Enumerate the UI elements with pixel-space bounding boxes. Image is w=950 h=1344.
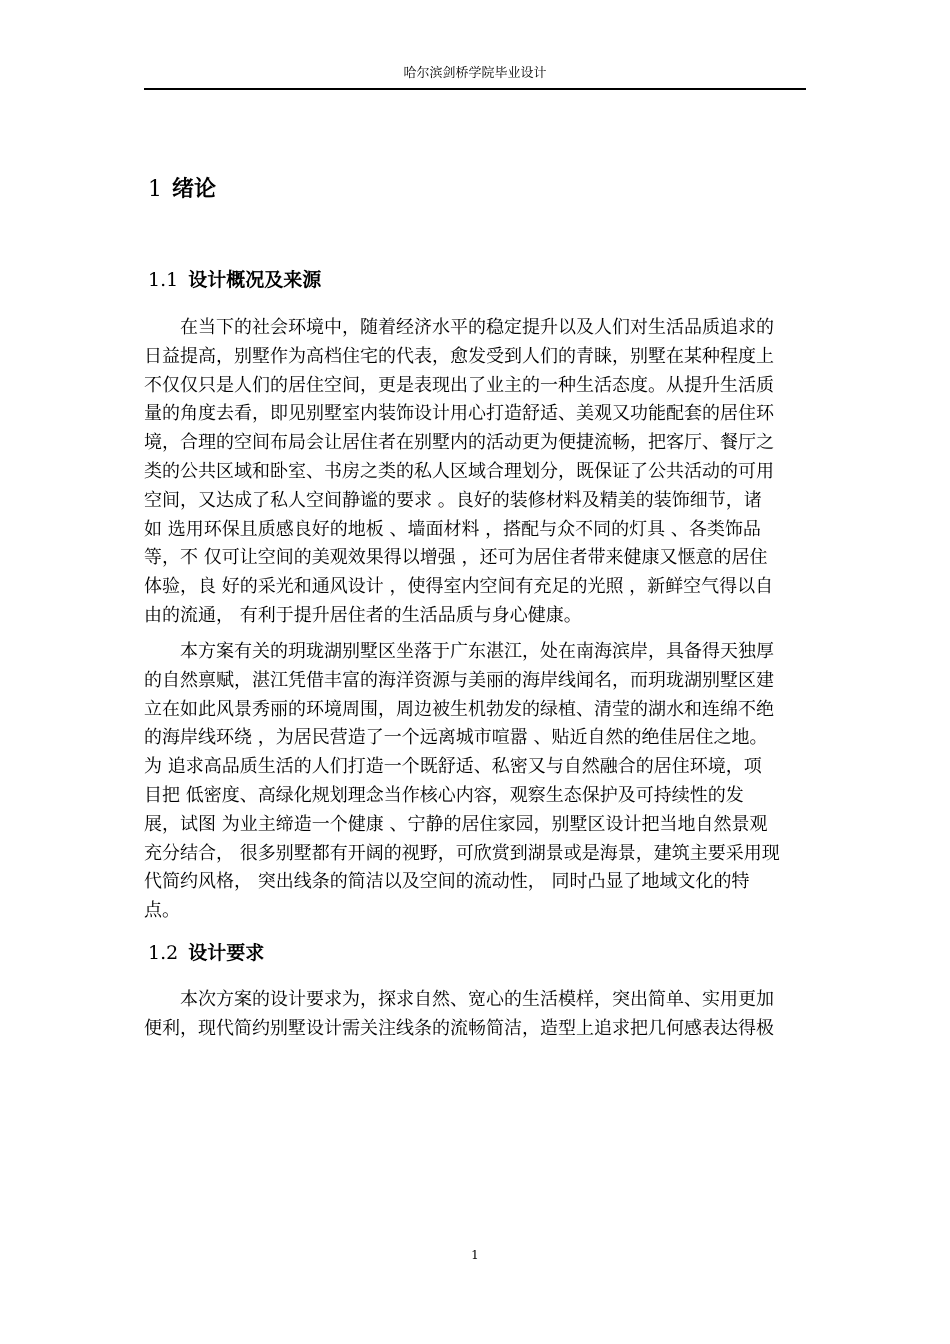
- paragraph-line: 目把 低密度、高绿化规划理念当作核心内容，观察生态保护及可持续性的发: [144, 784, 744, 806]
- paragraph-3: [144, 986, 812, 1044]
- section-heading-1-1: [148, 264, 321, 296]
- section-number: 1.1: [148, 269, 179, 291]
- section-title: 设计要求: [188, 942, 265, 964]
- paragraph-line: 点。: [144, 900, 180, 922]
- paragraph-line: 境，合理的空间布局会让居住者在别墅内的活动更为便捷流畅，把客厅、餐厅之: [144, 432, 774, 454]
- paragraph-line: 本次方案的设计要求为，探求自然、宽心的生活模样，突出简单、实用更加: [180, 989, 774, 1010]
- paragraph-line: 在当下的社会环境中，随着经济水平的稳定提升以及人们对生活品质追求的: [180, 317, 774, 338]
- chapter-title: 绪论: [172, 177, 217, 202]
- paragraph-line: 为 追求高品质生活的人们打造一个既舒适、私密又与自然融合的居住环境，项: [144, 756, 762, 778]
- paragraph-line: 日益提高，别墅作为高档住宅的代表，愈发受到人们的青睐，别墅在某种程度上: [144, 345, 774, 367]
- paragraph-line: 的海岸线环绕 ，为居民营造了一个远离城市喧嚣 、贴近自然的绝佳居住之地。: [144, 727, 768, 749]
- paragraph-2: [144, 638, 812, 926]
- paragraph-line: 的自然禀赋，湛江凭借丰富的海洋资源与美丽的海岸线闻名，而玥珑湖别墅区建: [144, 669, 774, 691]
- paragraph-line: 等，不 仅可让空间的美观效果得以增强 ，还可为居住者带来健康又惬意的居住: [144, 547, 768, 569]
- paragraph-1: [144, 314, 812, 631]
- paragraph-line: 类的公共区域和卧室、书房之类的私人区域合理划分，既保证了公共活动的可用: [144, 460, 774, 482]
- paragraph-line: 充分结合， 很多别墅都有开阔的视野，可欣赏到湖景或是海景，建筑主要采用现: [144, 842, 780, 864]
- section-heading-1-2: [148, 937, 264, 969]
- paragraph-line: 便利，现代简约别墅设计需关注线条的流畅简洁，造型上追求把几何感表达得极: [144, 1017, 774, 1039]
- paragraph-line: 立在如此风景秀丽的环境周围，周边被生机勃发的绿植、清莹的湖水和连绵不绝: [144, 698, 774, 720]
- paragraph-line: 量的角度去看，即见别墅室内装饰设计用心打造舒适、美观又功能配套的居住环: [144, 403, 774, 425]
- header-rule: [144, 88, 806, 90]
- section-title: 设计概况及来源: [188, 269, 322, 291]
- running-header: 哈尔滨剑桥学院毕业设计: [403, 66, 547, 81]
- page-number: 1: [471, 1248, 479, 1262]
- paragraph-line: 不仅仅只是人们的居住空间，更是表现出了业主的一种生活态度。从提升生活质: [144, 374, 774, 396]
- paragraph-line: 本方案有关的玥珑湖别墅区坐落于广东湛江，处在南海滨岸，具备得天独厚: [180, 641, 774, 662]
- paragraph-line: 由的流通， 有利于提升居住者的生活品质与身心健康。: [144, 604, 582, 626]
- paragraph-line: 展，试图 为业主缔造一个健康 、宁静的居住家园，别墅区设计把当地自然景观: [144, 813, 768, 835]
- section-number: 1.2: [148, 942, 179, 964]
- paragraph-line: 空间，又达成了私人空间静谧的要求 。良好的装修材料及精美的装饰细节，诸: [144, 489, 762, 511]
- paragraph-line: 如 选用环保且质感良好的地板 、墙面材料 ，搭配与众不同的灯具 、各类饰品: [144, 518, 761, 540]
- paragraph-line: 代简约风格， 突出线条的简洁以及空间的流动性， 同时凸显了地域文化的特: [144, 871, 750, 893]
- chapter-heading: [148, 172, 216, 208]
- paragraph-line: 体验，良 好的采光和通风设计 ，使得室内空间有充足的光照 ，新鲜空气得以自: [144, 576, 774, 598]
- chapter-number: 1: [148, 177, 162, 202]
